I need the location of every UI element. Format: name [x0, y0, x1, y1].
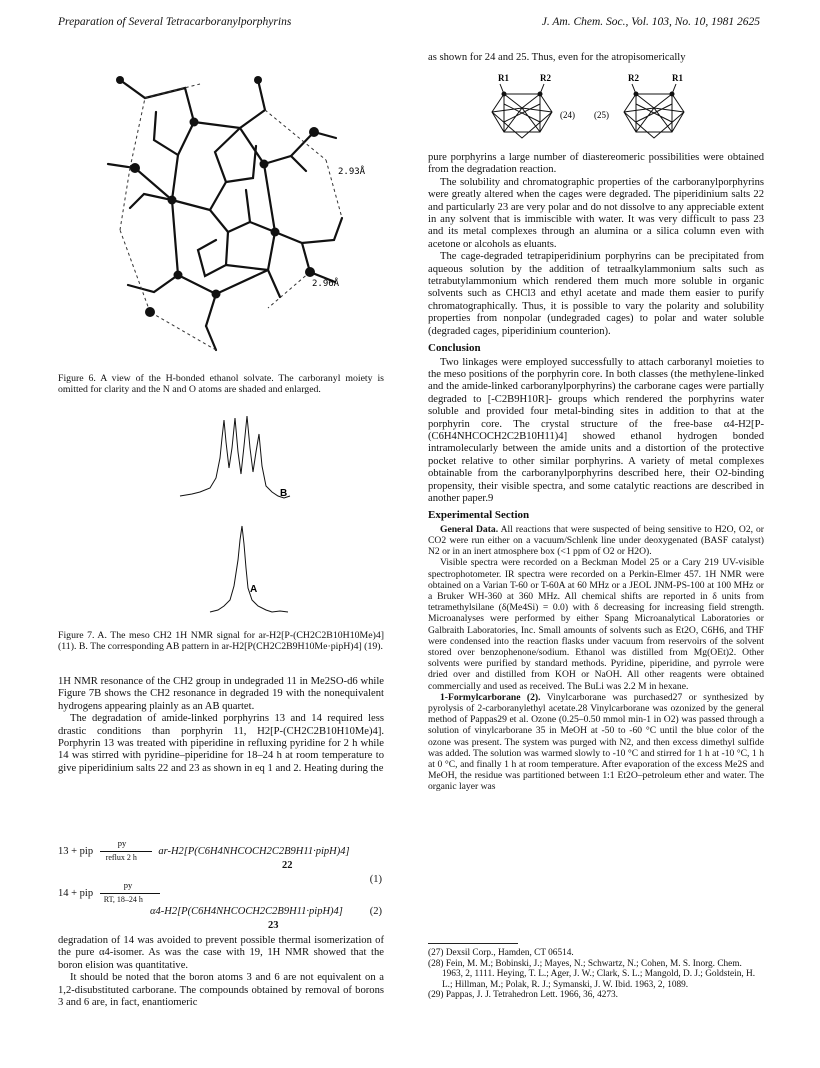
compound-number: 23	[268, 920, 279, 931]
paragraph: degradation of 14 was avoided to prevent possible thermal isomerization of the pure α4-isomer. As was the case with 19, 1H NMR showed that the boron elision was quantitative.	[58, 935, 384, 971]
carborane-structures	[480, 72, 710, 144]
arrow-above: py	[117, 838, 127, 849]
running-header-title: Preparation of Several Tetracarboranylporphyrins	[58, 16, 292, 28]
figure-7-spectrum-b	[180, 408, 330, 508]
spectrum-label-a: A	[250, 584, 258, 595]
eq-lhs: 13 + pip	[58, 846, 94, 857]
paragraph: Visible spectra were recorded on a Beckman Model 25 or a Cary 219 UV-visible spectrophotometer. IR spectra were recorded on a Perkin-Elmer 457. 1H NMR were obtained on a Varian T-60 or T-60A at 60 MHz or a JEOL JNM-PS-100 at 100 MHz or a Bruker WH-360 at 360 MHz. All chemical shifts are reported in δ units from tetramethylsilane (δ(Me4Si) = 0.0) with δ decreasing for increasing field strength. Microanalyses were performed by either Spang Microanalytical Laboratories or Galbraith Laboratories, Inc. Small amounts of solvents such as Et2O, C6H6, and THF were condensed into the reaction flasks under vacuum from reservoirs of the solvent stored over benzophenone/sodium. Ethanol was distilled from Mg(OEt)2. Other solvents were purified by standard methods. Pyridine, piperidine, and pyrrole were dried over and distilled from KOH or NaOH. All other reagents were obtained commercially and used as received. The BuLi was 2.2 M in hexane.	[428, 557, 764, 692]
right-intro: as shown for 24 and 25. Thus, even for the atropisomerically	[428, 52, 686, 63]
reference-item: (27) Dexsil Corp., Hamden, CT 06514.	[428, 948, 574, 958]
reaction-arrow	[100, 880, 160, 905]
distance-label-b: 2.96Å	[312, 279, 340, 289]
footnotes	[428, 943, 764, 1001]
run-in-head: General Data.	[440, 523, 499, 535]
equation-tag: (1)	[369, 874, 382, 885]
paragraph: Vinylcarborane was purchased27 or synthesized by pyrolysis of 2-carboranylethyl acetate.28 Vinylcarborane was ozonized by the general method of Pappas29 et al. Ozone (0.25–0.50 mmol min-1 in O2) was passed through a solution of vinylcarborane 35 in MeOH at -50 to -60 °C until the blue color of the ozone was present. The system was purged with N2, and then excess dimethyl sulfide was added. The solution was warmed slowly to -10 °C and stirred for 1 h at -10 °C, 1 h at 0 °C, and finally 1 h at room temperature. After evaporation of the excess Me2S and MeOH, the residue was partitioned between 1:1 Et2O–petroleum ether and water. The organic layer was	[428, 691, 764, 793]
equation-1	[58, 838, 384, 885]
paragraph: Two linkages were employed successfully to attach carboranyl moieties to the meso positions of the porphyrin core. In both classes (the methylene-linked and the amide-linked carboranylporphyrins) the carborane cages were partially degraded to [-C2B9H10R]- groups which rendered the porphyrins water soluble and provided four metal-binding sites in addition to that at the porphyrin core. The crystal structure of the free-base α4-H2[P-(C6H4NHCOCH2C2B10H11)4] showed ethanol hydrogen bonded intramolecularly between the amide units and a distortion of the protective pocket relative to other similar porphyrins. A variety of metal complexes obtainable from the carboranylporphyrins described here, their O2-binding propensity, their visible spectra, and some catalytic reactions are described in another paper.9	[428, 356, 764, 504]
figure-6-structure	[90, 60, 366, 360]
eq-rhs: α4-H2[P(C6H4NHCOCH2C2B9H11·pipH)4]	[150, 906, 343, 917]
spectrum-label-b: B	[280, 488, 288, 499]
reference-item: (28) Fein, M. M.; Bobinski, J.; Mayes, N.; Schwartz, N.; Cohen, M. S. Inorg. Chem. 1963, 2, 1111. Heying, T. L.; Ager, J. W.; Clark, S. L.; Mangold, D. J.; Goldstein, H. L.; Hillman, M.; Polak, R. J.; Symanski, J. W. Ibid. 1963, 2, 1089.	[428, 958, 756, 990]
struct-label: (24)	[560, 110, 575, 120]
eq-lhs: 14 + pip	[58, 888, 94, 899]
equation-2	[58, 880, 384, 931]
reference-item: (29) Pappas, J. J. Tetrahedron Lett. 1966, 36, 4273.	[428, 990, 618, 1001]
paragraph: It should be noted that the boron atoms 3 and 6 are not equivalent on a 1,2-disubstituted carborane. The compounds obtained by removal of borons 3 and 6 are, in fact, enantiomeric	[58, 972, 384, 1009]
right-body	[428, 152, 764, 793]
struct-label: R1	[672, 73, 683, 83]
struct-label: R1	[498, 73, 509, 83]
struct-label: (25)	[594, 110, 609, 120]
run-in-head: 1-Formylcarborane (2).	[440, 691, 541, 703]
left-body-lower	[58, 935, 384, 1009]
section-heading-experimental: Experimental Section	[428, 509, 530, 522]
figure-7-caption: Figure 7. A. The meso CH2 1H NMR signal for ar-H2[P-(CH2C2B10H10Me)4] (11). B. The corresponding AB pattern in ar-H2[P(CH2C2B9H10Me·pipH)4] (19).	[58, 630, 384, 653]
section-heading-conclusion: Conclusion	[428, 342, 481, 355]
arrow-above: py	[123, 880, 133, 891]
equation-tag: (2)	[369, 906, 382, 917]
paragraph: The degradation of amide-linked porphyrins 13 and 14 required less drastic conditions than porphyrin 11, H2[P-(CH2C2B10H10Me)4]. Porphyrin 13 was treated with piperidine in refluxing pyridine for 2 h while 14 was stirred with pyridine–piperidine for 18–24 h at room temperature to give piperidinium salts 22 and 23 as shown in eq 1 and 2. Heating during the	[58, 713, 384, 774]
paragraph: The cage-degraded tetrapiperidinium porphyrins can be precipitated from aqueous solution by the addition of tetraalkylammonium salts such as tetrabutylammonium which rendered them much more soluble in organic solvents such as CHCl3 and ethyl acetate and made them easier to purify chromatographically. Thus, it is possible to vary the polarity and solubility properties from nonpolar (undegraded cages) to polar and water soluble (degraded cages, piperidinium counterion).	[428, 251, 764, 337]
paragraph: 1H NMR resonance of the CH2 group in undegraded 11 in Me2SO-d6 while Figure 7B shows the CH2 resonance in degraded 19 with the nonequivalent hydrogens appearing plainly as an AB quartet.	[58, 676, 384, 712]
arrow-below: RT, 18–24 h	[103, 895, 143, 905]
struct-label: R2	[628, 73, 639, 83]
reaction-arrow	[100, 838, 152, 863]
left-body-upper	[58, 676, 384, 775]
paragraph: The solubility and chromatographic properties of the carboranylporphyrins were greatly altered when the cages were degraded. The piperidinium salts 22 and particularly 23 are very polar and do not dissolve to any appreciable extent in any solvent that is immiscible with water. It was very difficult to pass 23 and its metal complexes through an alumina or a silica column even with acetone or alcohols as eluants.	[428, 176, 764, 250]
compound-number: 22	[282, 860, 293, 871]
running-header-journal: J. Am. Chem. Soc., Vol. 103, No. 10, 1981 2625	[541, 16, 760, 28]
figure-6-caption: Figure 6. A view of the H-bonded ethanol solvate. The carboranyl moiety is omitted for clarity and the N and O atoms are shaded and enlarged.	[58, 373, 384, 396]
struct-label: R2	[540, 73, 551, 83]
eq-rhs: ar-H2[P(C6H4NHCOCH2C2B9H11·pipH)4]	[158, 846, 350, 857]
distance-label-a: 2.93Å	[338, 167, 366, 177]
arrow-below: reflux 2 h	[105, 853, 137, 863]
paragraph: All reactions that were suspected of being sensitive to H2O, O2, or CO2 were run either on a vacuum/Schlenk line under deoxygenated (BASF catalyst) N2 or in an inert atmosphere box (<1 ppm of O2 or H2O).	[428, 523, 764, 558]
figure-7-spectrum-a	[210, 520, 320, 620]
paragraph: pure porphyrins a large number of diastereomeric possibilities were obtained from the degradation reaction.	[428, 152, 764, 176]
